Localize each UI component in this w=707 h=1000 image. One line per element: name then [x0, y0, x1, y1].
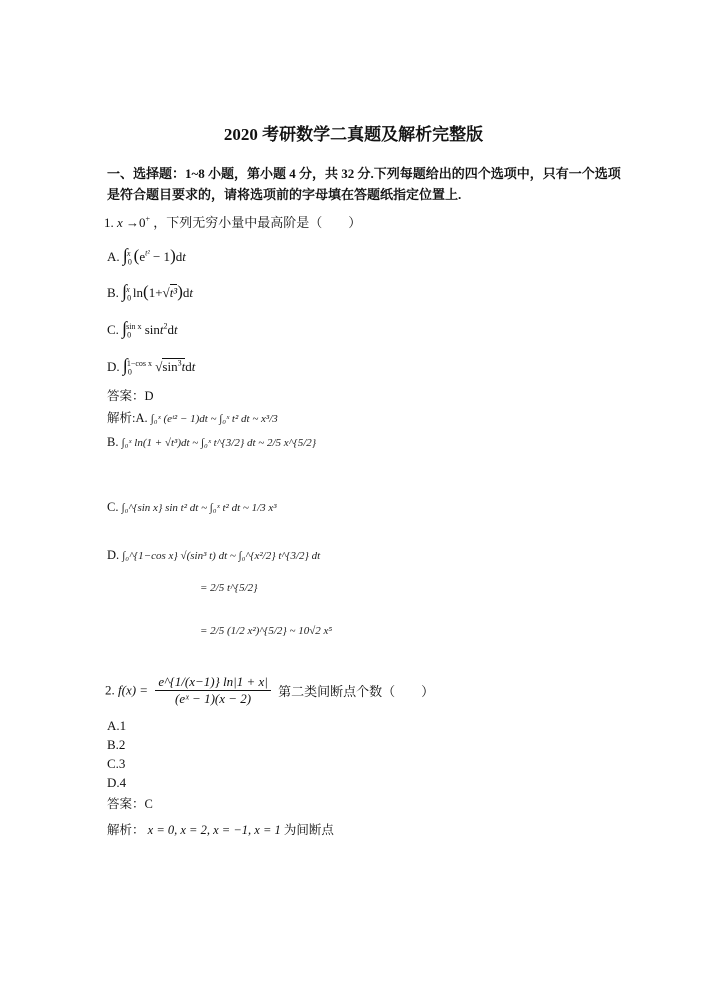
question1-arrow: →0 [126, 215, 146, 230]
option-c-label: C. [107, 322, 119, 337]
option-d-label: D. [107, 359, 120, 374]
analysis-a-label: A. [135, 411, 148, 425]
question2-denominator: (eˣ − 1)(x − 2) [175, 691, 252, 706]
question1-number: 1. [104, 215, 114, 230]
analysis-a-expr: ∫₀ˣ (eᵗ² − 1)dt ~ ∫₀ˣ t² dt ~ x³/3 [150, 413, 278, 425]
question2-fraction [155, 674, 271, 707]
analysis-label: 解析: [107, 411, 136, 425]
page-title: 2020 考研数学二真题及解析完整版 [223, 125, 484, 144]
question2-option-b: B.2 [107, 737, 126, 752]
question2-numerator: e^{1/(x−1)} ln|1 + x| [155, 674, 271, 691]
question1-var: x [117, 215, 123, 230]
analysis-b-label: B. [107, 435, 119, 449]
question2-analysis-suffix: 为间断点 [283, 823, 334, 837]
question2-option-d: D.4 [107, 775, 127, 790]
question2-stem [105, 674, 434, 707]
question1-answer: 答案：D [107, 389, 154, 403]
analysis-c-expr: ∫₀^{sin x} sin t² dt ~ ∫₀ˣ t² dt ~ 1/3 x³ [121, 502, 277, 514]
question2-option-a: A.1 [107, 718, 127, 733]
question1-text: ，下列无穷小量中最高阶是（ ） [153, 215, 362, 230]
question2-analysis-label: 解析： [107, 823, 145, 837]
section-intro-line2: 是符合题目要求的，请将选项前的字母填在答题纸指定位置上. [107, 187, 462, 202]
question1-analysis-c [107, 500, 277, 515]
analysis-d-step3: = 2/5 (1/2 x²)^{5/2} ~ 10√2 x⁵ [200, 625, 333, 637]
question1-option-b: B. $\int_0^x$ ln(1+√t³)dt [107, 281, 193, 303]
question1-analysis-a [107, 408, 278, 426]
section-intro-line1: 一、选择题：1~8 小题，第小题 4 分，共 32 分.下列每题给出的四个选项中，只有一个选项 [107, 166, 621, 181]
question2-analysis-points: x = 0, x = 2, x = −1, x = 1 [147, 823, 281, 837]
question1-sup: + [145, 214, 151, 224]
option-b-label: B. [107, 285, 119, 300]
analysis-b-expr: ∫₀ˣ ln(1 + √t³)dt ~ ∫₀ˣ t^{3/2} dt ~ 2/5 x^{5/2} [121, 437, 317, 449]
option-a-label: A. [107, 249, 120, 264]
analysis-d-label: D. [107, 548, 120, 562]
analysis-c-label: C. [107, 500, 119, 514]
question2-option-c: C.3 [107, 756, 126, 771]
question1-analysis-d [107, 548, 320, 563]
question2-answer: 答案：C [107, 797, 153, 811]
question1-analysis-b [107, 435, 316, 450]
question2-analysis [107, 820, 334, 838]
question1-stem [104, 212, 361, 231]
analysis-d-expr: ∫₀^{1−cos x} √(sin³ t) dt ~ ∫₀^{x²/2} t^{3/2} dt [122, 550, 321, 562]
question2-number: 2. [105, 682, 115, 698]
analysis-d-step2: = 2/5 t^{5/2} [200, 582, 258, 594]
question2-text: 第二类间断点个数（ ） [278, 684, 435, 699]
question1-option-d: D. $\int_0^{1-cos x}$ $√\sin^3tdt$ [107, 355, 196, 377]
question1-option-c: C. $\int_0^{sin x}$ sint$^2$dt [107, 318, 178, 340]
question2-func: f(x) = [118, 682, 149, 698]
question1-option-a: A. $\int_0^x$ $(e^{t^2} - 1)dt$ [107, 245, 186, 267]
